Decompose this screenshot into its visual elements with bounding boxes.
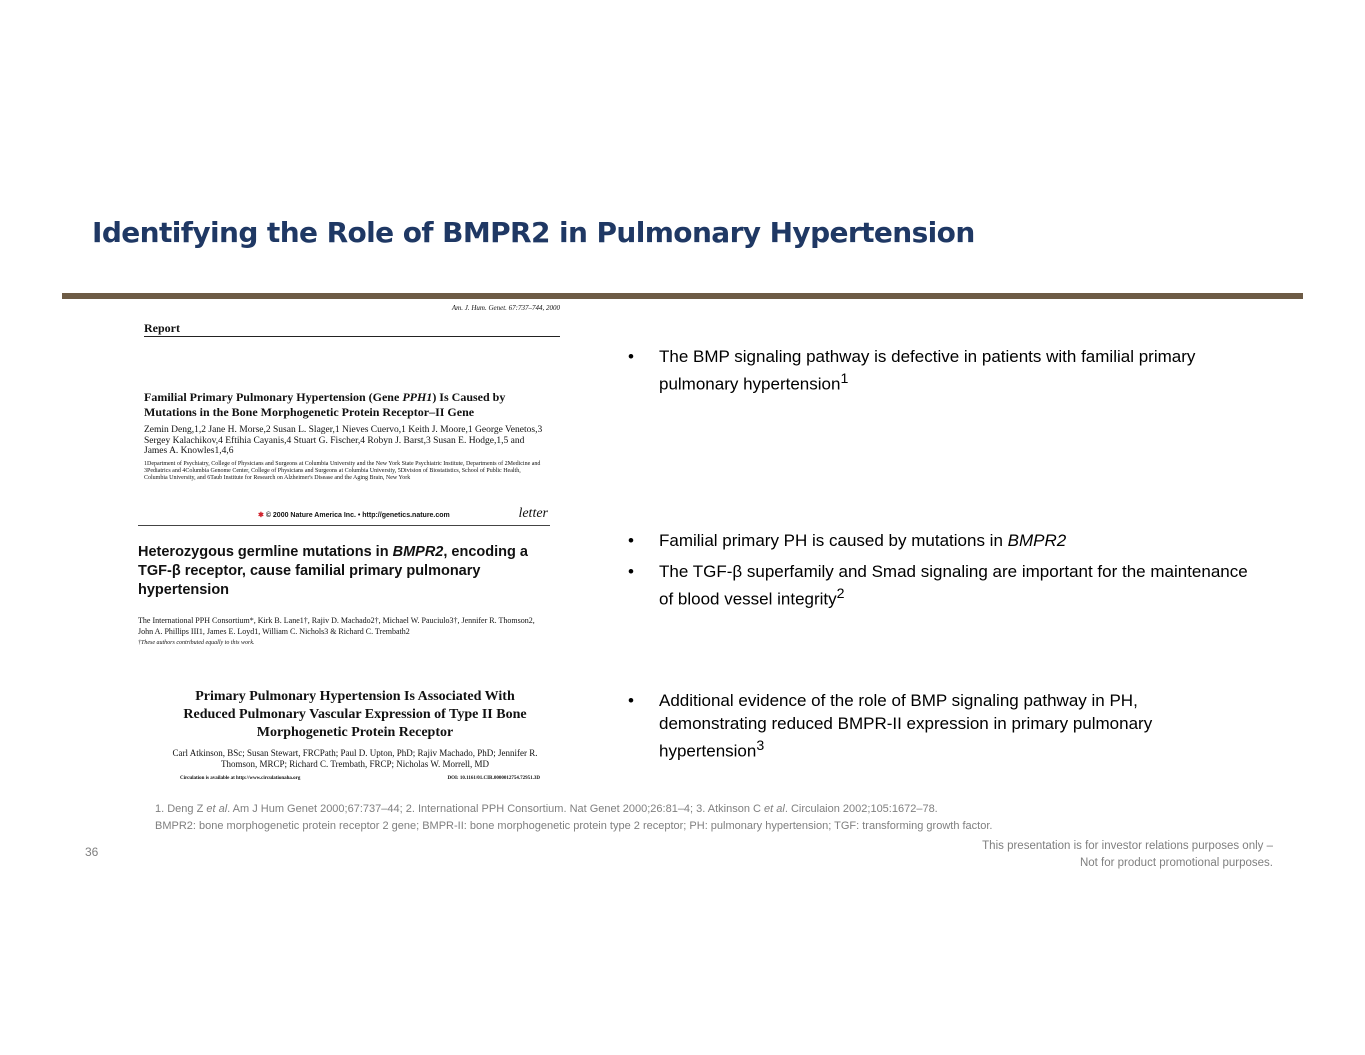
bullet-item: • The BMP signaling pathway is defective in patients with familial primary pulmonary hypertension$^1$ (628, 347, 1196, 394)
bullet-item: • The TGF-β superfamily and Smad signaling are important for the maintenance of blood vessel integrity$^2$ (628, 562, 1248, 609)
bullet-marker: • (628, 691, 634, 710)
paper-type-label: letter (518, 506, 548, 521)
paper-authors: The International PPH Consortium*, Kirk B. Lane1†, Rajiv D. Machado2†, Michael W. Pauciulo3†, Jennifer R. Thomson2, John A. Phillips III1, James E. Loyd1, William C. Nichols3 & Richard C. Trembath2 (138, 616, 535, 636)
paper-footnote: †These authors contributed equally to this work. (138, 640, 255, 646)
bullet-marker: • (628, 562, 634, 581)
nature-logo-icon: ✱ (258, 512, 266, 519)
paper-affiliations: 1Department of Psychiatry, College of Physicians and Surgeons at Columbia University and the New York State Psychiatric Institute, Departments of 2Medicine and 3Pediatrics and 4Columbia Genome Center, College of Physicians and Surgeons at Columbia University, 5Division of Biostatistics, School of Public Health, Columbia University, and 6Taub Institute for Research on Alzheimer's Disease and the Aging Brain, New York (144, 461, 541, 481)
paper-title: Primary Pulmonary Hypertension Is Associated With Reduced Pulmonary Vascular Expression of Type II Bone Morphogenetic Protein Receptor (183, 689, 527, 740)
paper-doi: DOI: 10.1161/01.CIR.0000012754.72951.3D (447, 776, 540, 781)
paper-authors: Carl Atkinson, BSc; Susan Stewart, FRCPath; Paul D. Upton, PhD; Rajiv Machado, PhD; Jennifer R. Thomson, MRCP; Richard C. Trembath, FRCP; Nicholas W. Morrell, MD (172, 748, 538, 769)
paper-footer (180, 776, 540, 781)
references (155, 801, 992, 835)
bullet-item: • Additional evidence of the role of BMP signaling pathway in PH, demonstrating reduced BMPR-II expression in primary pulmonary hypertension$^3$ (628, 691, 1153, 761)
bullet-group-2 (628, 529, 1248, 619)
reference-list: 1. Deng Z et al. Am J Hum Genet 2000;67:737–44; 2. International PPH Consortium. Nat Genet 2000;26:81–4; 3. Atkinson C et al. Circulaion 2002;105:1672–78. (155, 803, 938, 815)
title-divider (62, 293, 1303, 299)
paper-excerpt-atkinson (170, 688, 540, 781)
paper-title: Familial Primary Pulmonary Hypertension (Gene PPH1) Is Caused by Mutations in the Bone Morphogenetic Protein Receptor–II Gene (144, 390, 506, 419)
paper-title: Heterozygous germline mutations in BMPR2, encoding a TGF-β receptor, cause familial primary pulmonary hypertension (138, 544, 528, 598)
bullet-marker: • (628, 531, 634, 550)
bullet-marker: • (628, 347, 634, 366)
bullet-group-1 (628, 345, 1248, 404)
paper-authors: Zemin Deng,1,2 Jane H. Morse,2 Susan L. Slager,1 Nieves Cuervo,1 Keith J. Moore,1 George Venetos,3 Sergey Kalachikov,4 Eftihia Cayanis,4 Stuart G. Fischer,4 Robyn J. Barst,3 Susan E. Hodge,1,5 and James A. Knowles1,4,6 (144, 425, 543, 456)
paper-type-label: Report (144, 321, 180, 335)
abbreviations: BMPR2: bone morphogenetic protein receptor 2 gene; BMPR-II: bone morphogenetic protein type 2 receptor; PH: pulmonary hypertension; TGF: transforming growth factor. (155, 820, 993, 832)
paper-header-rule (144, 336, 560, 337)
page-number: 36 (85, 845, 99, 859)
paper-availability: Circulation is available at http://www.circulationaha.org (180, 776, 301, 781)
slide-title: Identifying the Role of BMPR2 in Pulmonary Hypertension (92, 216, 975, 249)
paper-citation: Am. J. Hum. Genet. 67:737–744, 2000 (451, 304, 560, 312)
bullet-item: • Familial primary PH is caused by mutations in BMPR2 (628, 531, 1067, 550)
bullet-group-3 (628, 689, 1248, 771)
paper-copyright: ✱ © 2000 Nature America Inc. • http://genetics.nature.com (258, 512, 450, 519)
disclaimer: This presentation is for investor relations purposes only – Not for product promotional purposes. (982, 840, 1273, 869)
paper-header-bar (138, 505, 550, 526)
